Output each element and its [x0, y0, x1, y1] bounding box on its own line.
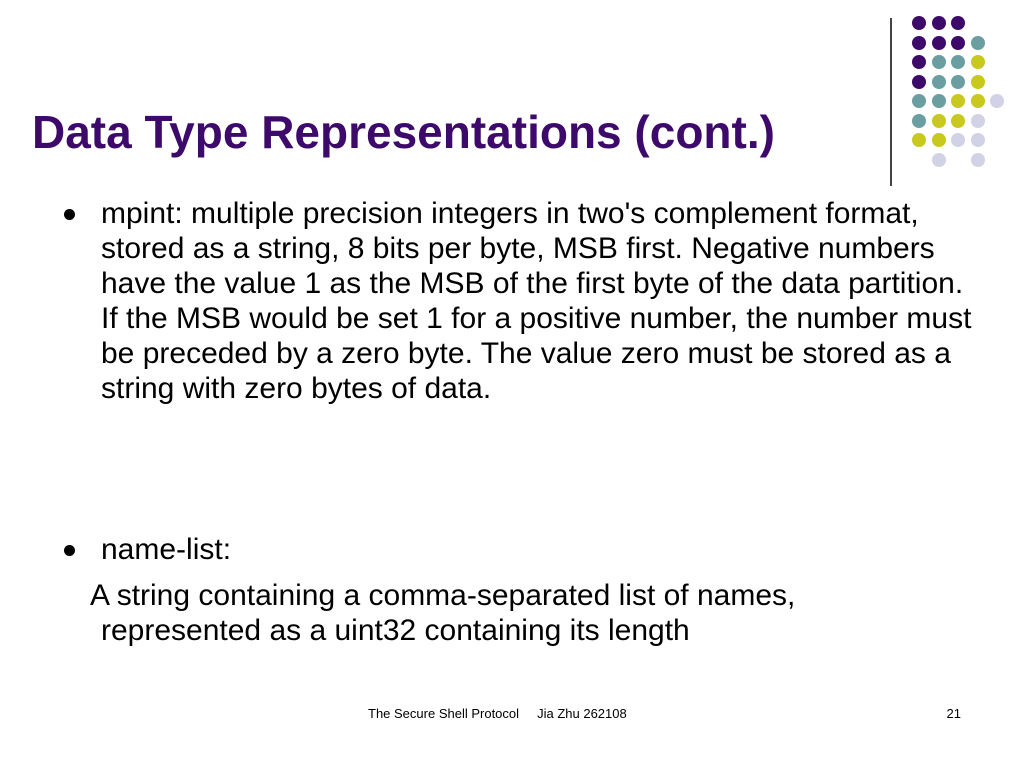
decorative-dot [932, 36, 946, 50]
decorative-dot [951, 75, 965, 89]
bullet-marker [64, 545, 75, 556]
description-line-2: represented as a uint32 containing its length [101, 614, 690, 647]
bullet-marker [64, 209, 75, 220]
decorative-dot [951, 114, 965, 128]
decorative-dot [971, 94, 985, 108]
description-line-1: A string containing a comma-separated list of names, [90, 579, 796, 612]
footer-text [368, 706, 627, 722]
decorative-dot [951, 94, 965, 108]
slide-title: Data Type Representations (cont.) [32, 106, 775, 158]
decorative-dot [971, 75, 985, 89]
decorative-dot [951, 55, 965, 69]
decorative-dot [912, 36, 926, 50]
decorative-dot [971, 55, 985, 69]
decorative-dot [971, 133, 985, 147]
name-list-description [90, 578, 990, 648]
decorative-dot [990, 94, 1004, 108]
decorative-dot [971, 153, 985, 167]
title-divider [890, 18, 892, 186]
footer-presentation-title: The Secure Shell Protocol [368, 706, 520, 721]
decorative-dot [912, 55, 926, 69]
decorative-dot [971, 36, 985, 50]
decorative-dot [932, 153, 946, 167]
decorative-dot [932, 114, 946, 128]
decorative-dot [912, 133, 926, 147]
decorative-dot [932, 16, 946, 30]
decorative-dot [932, 133, 946, 147]
bullet-text-mpint: mpint: multiple precision integers in two's complement format, stored as a string, 8 bits per byte, MSB first. Negative numbers have the value 1 as the MSB of the first byte of the data partition. If the MSB would be set 1 for a positive number, the number must be preceded by a zero byte. The value zero must be stored as a string with zero bytes of data. [101, 197, 972, 405]
footer-author: Jia Zhu 262108 [537, 706, 627, 721]
decorative-dot [932, 94, 946, 108]
decorative-dot [912, 16, 926, 30]
decorative-dot [912, 94, 926, 108]
decorative-dot [932, 75, 946, 89]
decorative-dot [951, 16, 965, 30]
bullet-text-name-list: name-list: [101, 533, 232, 566]
decorative-dot [932, 55, 946, 69]
decorative-dot [971, 114, 985, 128]
decorative-dot [951, 36, 965, 50]
decorative-dot [912, 75, 926, 89]
decorative-dot [951, 133, 965, 147]
slide-number: 21 [946, 706, 961, 721]
decorative-dot [912, 114, 926, 128]
